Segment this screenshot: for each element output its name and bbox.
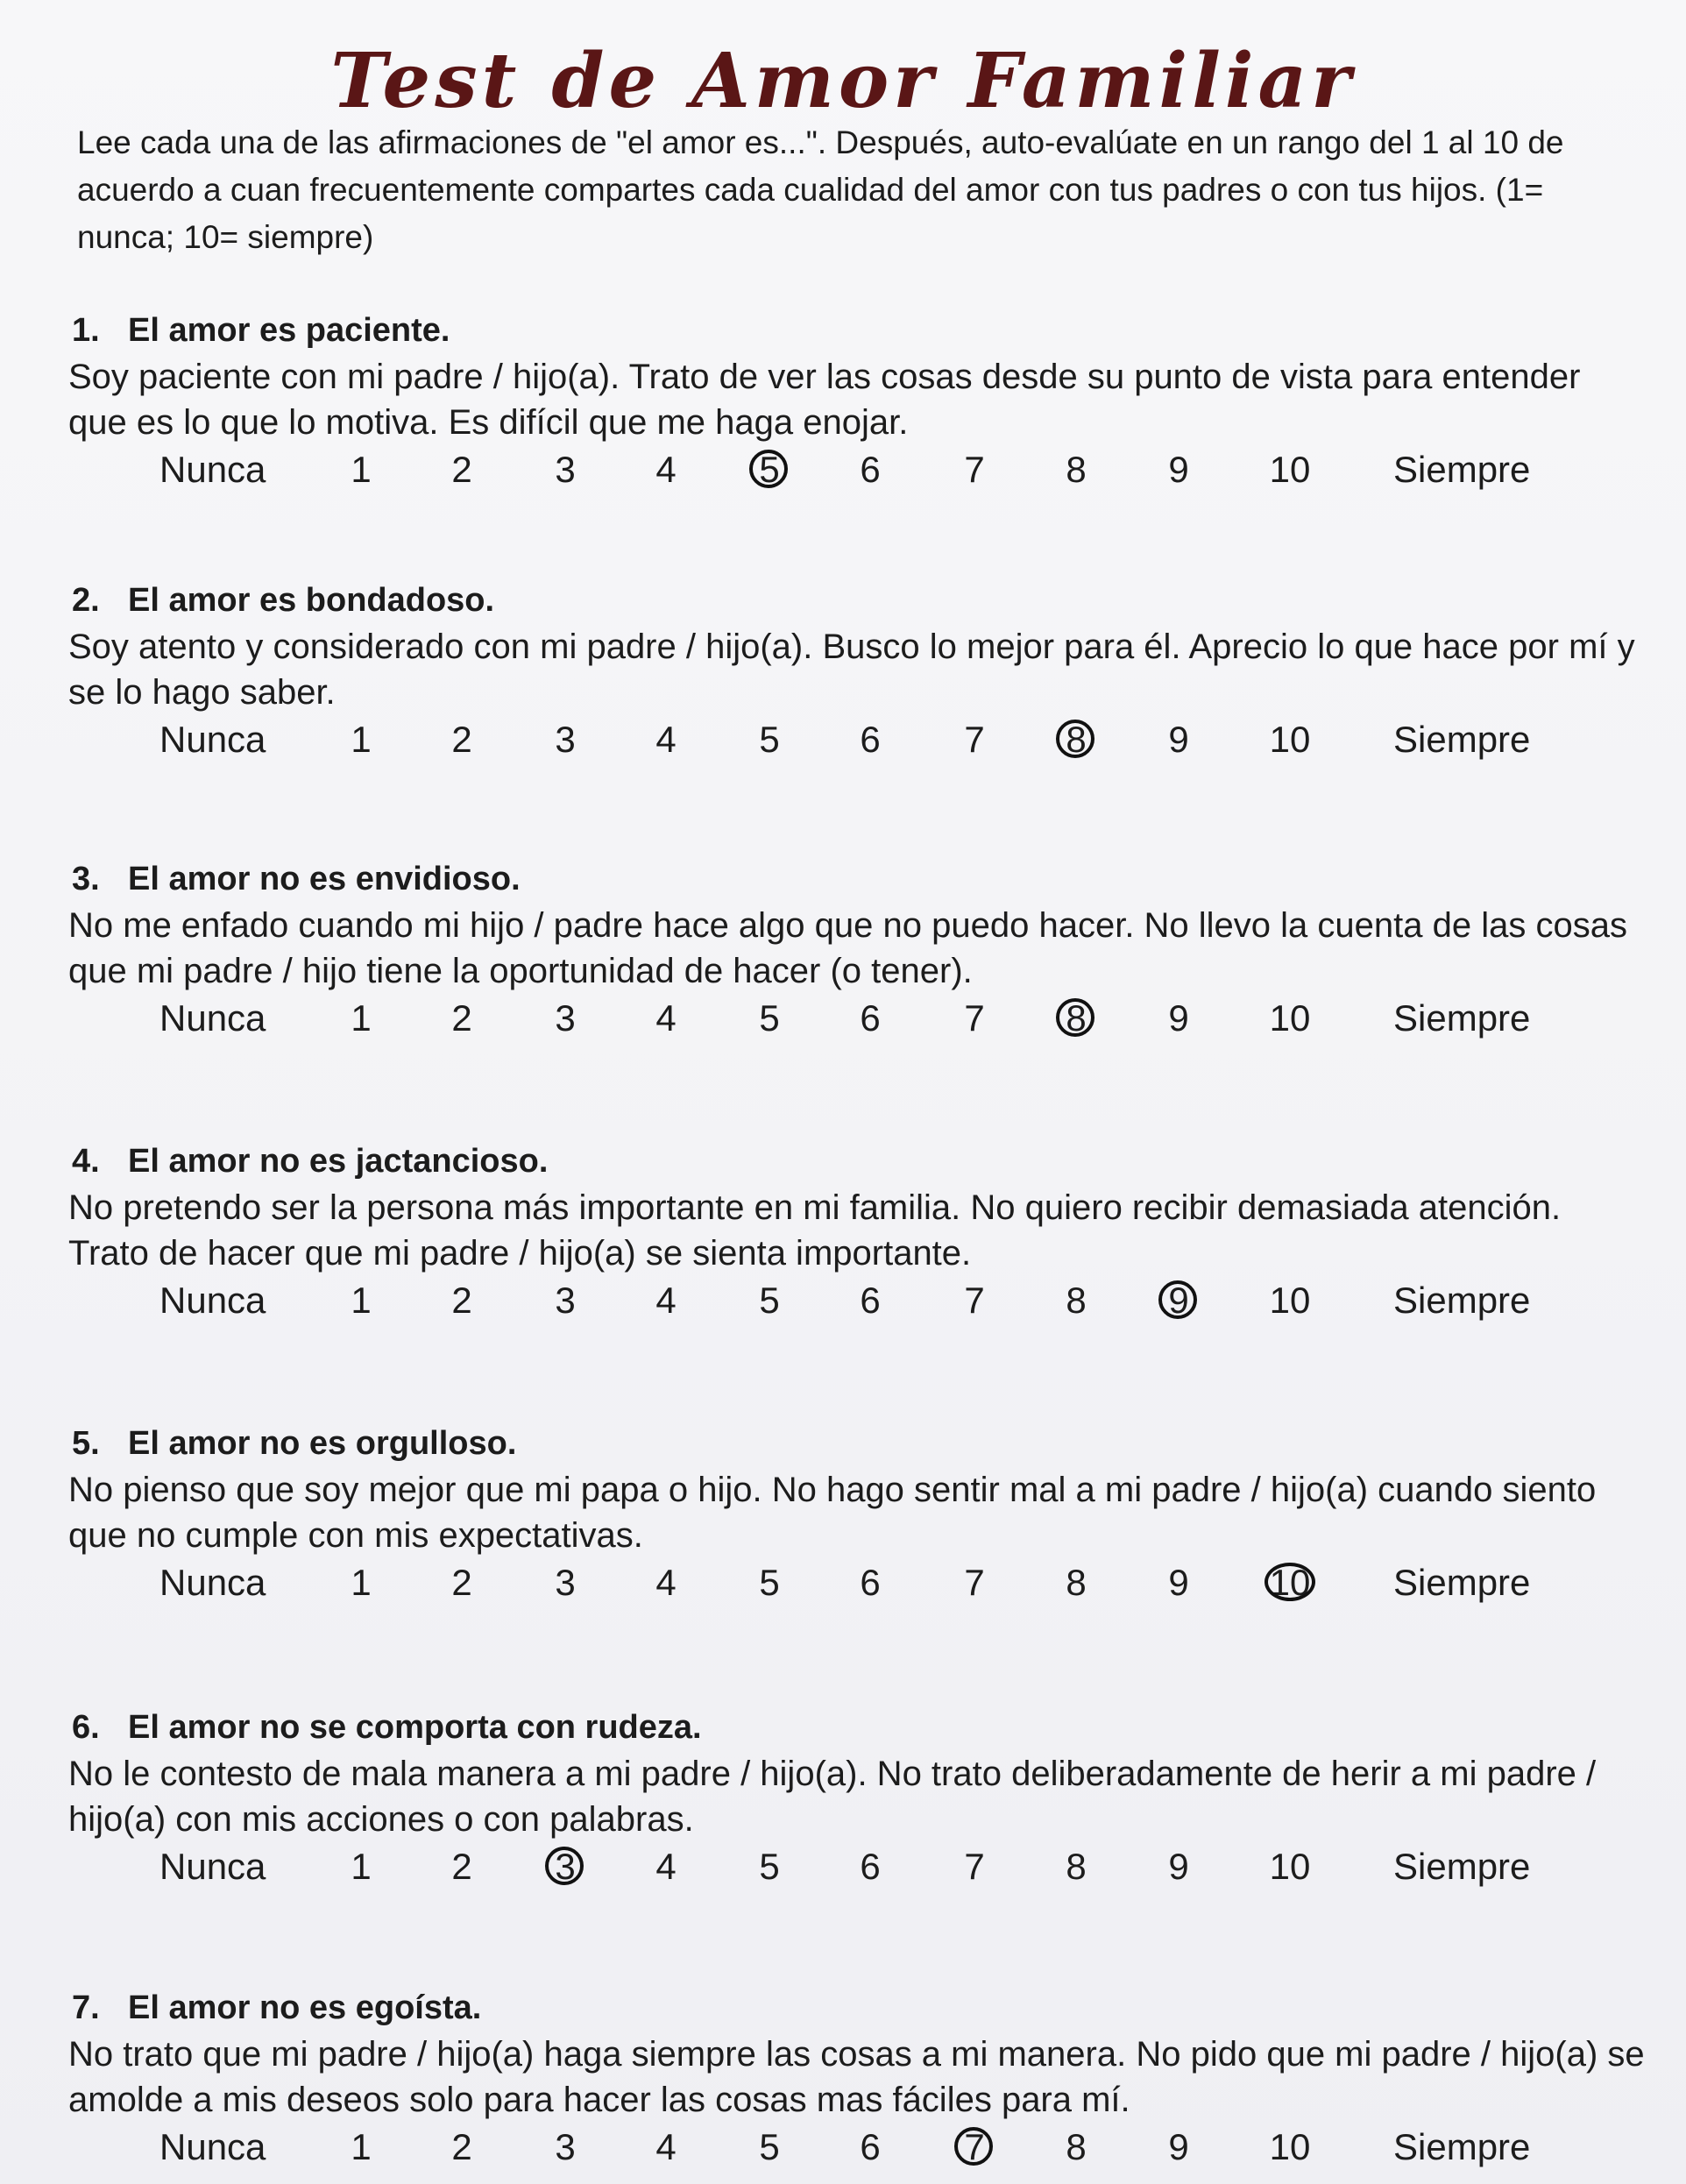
rating-option[interactable]: 1 [351,719,372,760]
rating-option[interactable]: 2 [451,997,472,1039]
rating-option[interactable]: 5 [759,2126,780,2167]
question-title: El amor es paciente. [128,312,450,349]
rating-option[interactable]: 2 [451,449,472,490]
rating-option[interactable]: 8 [1066,1280,1087,1321]
scale-label-siempre: Siempre [1393,1846,1531,1887]
rating-option[interactable]: 3 [555,719,576,760]
rating-option[interactable]: 10 [1269,1280,1311,1321]
rating-option[interactable]: 4 [655,1562,677,1603]
rating-option[interactable]: 9 [1168,1562,1189,1603]
rating-option[interactable]: 8 [1066,1562,1087,1603]
rating-option[interactable]: 2 [451,2126,472,2167]
rating-option[interactable]: 3 [555,997,576,1039]
rating-scale [0,2123,1686,2172]
rating-option-selected[interactable]: 7 [948,2123,1001,2172]
scale-label-nunca: Nunca [159,1562,266,1603]
rating-option[interactable]: 7 [964,1280,985,1321]
question-number: 2. [72,582,100,619]
rating-option[interactable]: 7 [964,1562,985,1603]
scale-label-nunca: Nunca [159,2126,266,2167]
question-title: El amor no se comporta con rudeza. [128,1709,702,1746]
question-number: 1. [72,312,100,349]
question-title: El amor no es orgulloso. [128,1425,517,1462]
rating-option-selected[interactable]: 5 [743,445,796,494]
rating-option[interactable]: 8 [1066,1846,1087,1887]
scale-label-nunca: Nunca [159,719,266,760]
rating-option[interactable]: 10 [1269,1846,1311,1887]
rating-option[interactable]: 4 [655,1846,677,1887]
rating-option[interactable]: 3 [555,2126,576,2167]
rating-scale [0,1558,1686,1607]
rating-scale [0,1276,1686,1325]
question-number: 5. [72,1425,100,1462]
rating-option-selected[interactable]: 8 [1050,994,1102,1043]
rating-option[interactable]: 2 [451,1280,472,1321]
question-heading [72,1425,516,1463]
rating-option[interactable]: 7 [964,449,985,490]
rating-scale [0,445,1686,494]
question-heading [72,1709,702,1747]
rating-option[interactable]: 4 [655,1280,677,1321]
rating-option[interactable]: 5 [759,1846,780,1887]
rating-option[interactable]: 9 [1168,997,1189,1039]
rating-option[interactable]: 8 [1066,449,1087,490]
scale-label-nunca: Nunca [159,449,266,490]
rating-option[interactable]: 7 [964,1846,985,1887]
rating-option[interactable]: 4 [655,449,677,490]
rating-option[interactable]: 1 [351,449,372,490]
rating-option[interactable]: 4 [655,2126,677,2167]
question-description: Soy paciente con mi padre / hijo(a). Trato de ver las cosas desde su punto de vista para entender que es lo que lo motiva. Es difícil que me haga enojar. [68,358,1581,442]
question-description: No pienso que soy mejor que mi papa o hijo. No hago sentir mal a mi padre / hijo(a) cuando siento que no cumple con mis expectativas. [68,1471,1597,1555]
rating-option[interactable]: 5 [759,719,780,760]
rating-option[interactable]: 7 [964,997,985,1039]
scale-label-siempre: Siempre [1393,719,1531,760]
question-heading [72,582,494,620]
rating-option[interactable]: 1 [351,2126,372,2167]
rating-option[interactable]: 6 [860,997,881,1039]
rating-option[interactable]: 5 [759,1280,780,1321]
rating-option[interactable]: 10 [1269,719,1311,760]
question-number: 6. [72,1709,100,1746]
rating-option[interactable]: 3 [555,1562,576,1603]
scale-label-siempre: Siempre [1393,1280,1531,1321]
rating-option[interactable]: 2 [451,719,472,760]
rating-option[interactable]: 1 [351,1280,372,1321]
rating-option[interactable]: 1 [351,997,372,1039]
rating-option[interactable]: 5 [759,997,780,1039]
question-number: 4. [72,1143,100,1180]
rating-option[interactable]: 4 [655,997,677,1039]
scale-label-siempre: Siempre [1393,449,1531,490]
rating-option[interactable]: 3 [555,449,576,490]
scale-label-nunca: Nunca [159,1846,266,1887]
question-heading [72,312,450,350]
rating-option[interactable]: 2 [451,1562,472,1603]
instructions: Lee cada una de las afirmaciones de "el amor es...". Después, auto-evalúate en un rango del 1 al 10 de acuerdo a cuan frecuentemente compartes cada cualidad del amor con tus padres o con tus hijos. (1= nunca; 10= siempre) [77,124,1564,255]
rating-option[interactable]: 2 [451,1846,472,1887]
rating-option[interactable]: 6 [860,1562,881,1603]
rating-option[interactable]: 10 [1269,2126,1311,2167]
question-description: No trato que mi padre / hijo(a) haga siempre las cosas a mi manera. No pido que mi padre / hijo(a) se amolde a mis deseos solo para hacer las cosas mas fáciles para mí. [68,2035,1645,2119]
rating-option-selected[interactable]: 10 [1264,1558,1316,1607]
scale-label-siempre: Siempre [1393,2126,1531,2167]
question-heading [72,861,521,898]
scale-label-siempre: Siempre [1393,1562,1531,1603]
question-number: 7. [72,1989,100,2026]
question-description: No le contesto de mala manera a mi padre / hijo(a). No trato deliberadamente de herir a mi padre / hijo(a) con mis acciones o con palabras. [68,1755,1597,1839]
rating-option[interactable]: 5 [759,1562,780,1603]
rating-option[interactable]: 9 [1168,719,1189,760]
rating-option[interactable]: 1 [351,1562,372,1603]
question-title: El amor no es jactancioso. [128,1143,549,1180]
question-heading [72,1989,481,2027]
rating-scale [0,715,1686,764]
scale-label-siempre: Siempre [1393,997,1531,1039]
rating-option[interactable]: 9 [1168,2126,1189,2167]
rating-option[interactable]: 8 [1066,2126,1087,2167]
rating-scale [0,1842,1686,1891]
question-title: El amor no es egoísta. [128,1989,482,2026]
rating-option[interactable]: 6 [860,449,881,490]
rating-option[interactable]: 6 [860,1280,881,1321]
rating-option[interactable]: 9 [1168,449,1189,490]
question-description: No pretendo ser la persona más importante en mi familia. No quiero recibir demasiada atención. Trato de hacer que mi padre / hijo(a) se sienta importante. [68,1188,1562,1273]
scale-label-nunca: Nunca [159,1280,266,1321]
rating-scale [0,994,1686,1043]
rating-option[interactable]: 3 [555,1280,576,1321]
question-number: 3. [72,861,100,897]
question-description: No me enfado cuando mi hijo / padre hace algo que no puedo hacer. No llevo la cuenta de las cosas que mi padre / hijo tiene la oportunidad de hacer (o tener). [68,906,1627,990]
rating-option[interactable]: 10 [1269,449,1311,490]
rating-option[interactable]: 6 [860,2126,881,2167]
question-title: El amor no es envidioso. [128,861,521,897]
rating-option-selected[interactable]: 8 [1050,715,1102,764]
rating-option[interactable]: 4 [655,719,677,760]
rating-option[interactable]: 7 [964,719,985,760]
scale-label-nunca: Nunca [159,997,266,1039]
rating-option[interactable]: 6 [860,719,881,760]
question-title: El amor es bondadoso. [128,582,495,619]
rating-option[interactable]: 1 [351,1846,372,1887]
rating-option[interactable]: 6 [860,1846,881,1887]
rating-option[interactable]: 9 [1168,1846,1189,1887]
rating-option-selected[interactable]: 3 [539,1842,592,1891]
question-heading [72,1143,548,1181]
page-title: Test de Amor Familiar [330,37,1356,125]
question-description: Soy atento y considerado con mi padre / hijo(a). Busco lo mejor para él. Aprecio lo que hace por mí y se lo hago saber. [68,628,1635,712]
rating-option[interactable]: 10 [1269,997,1311,1039]
rating-option-selected[interactable]: 9 [1152,1276,1205,1325]
